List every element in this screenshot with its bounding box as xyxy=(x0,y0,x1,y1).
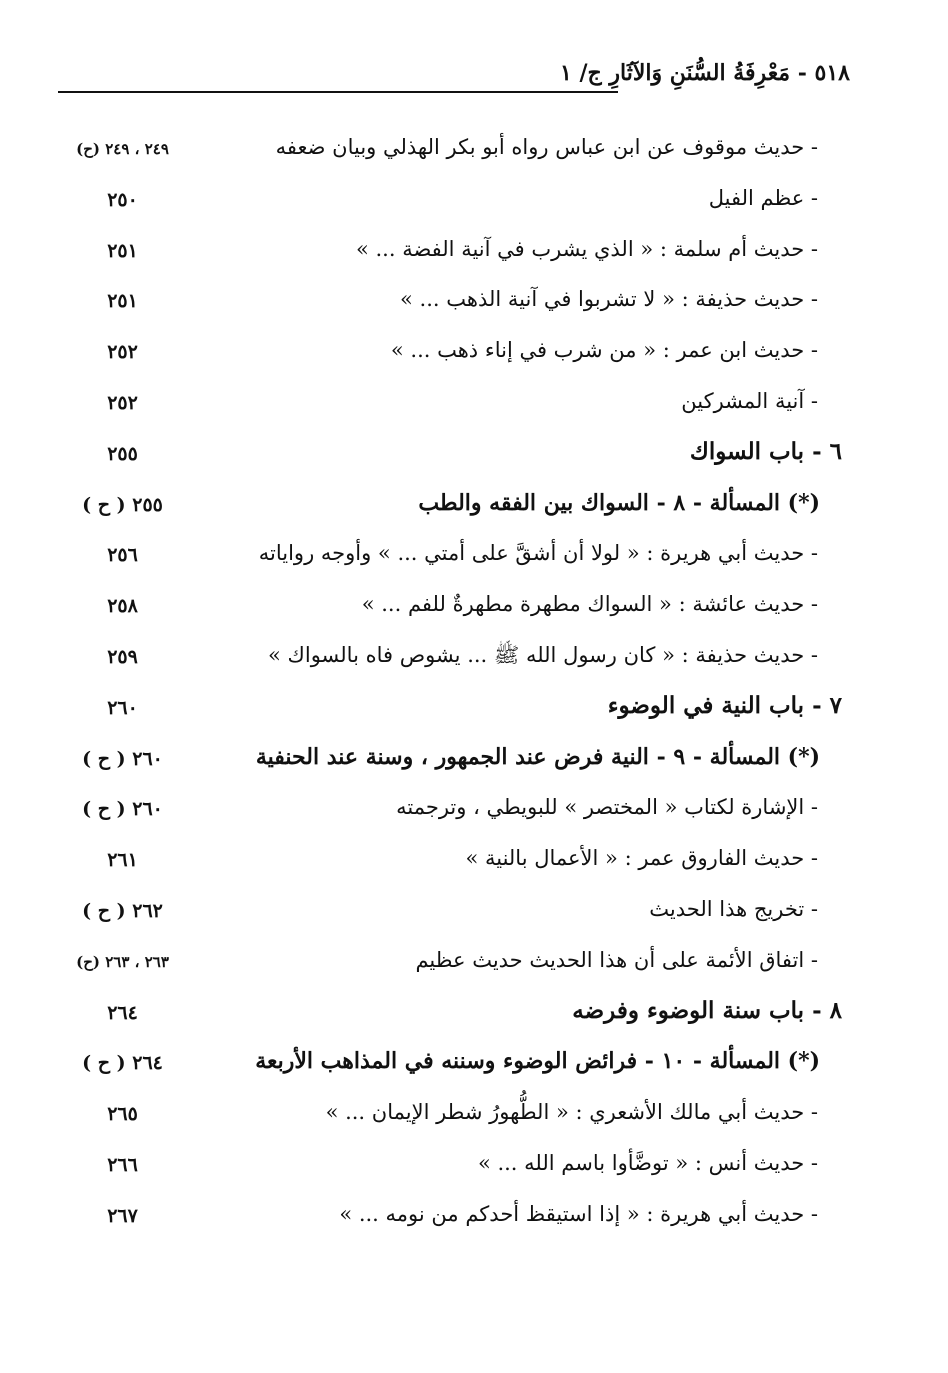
issue-heading: (*) المسألة - ١٠ - فرائض الوضوء وسننه في المذاهب الأربعة xyxy=(255,1048,820,1075)
page-number: ٢٦٢ ( ح ) xyxy=(82,900,163,922)
page-number: ٢٥١ xyxy=(107,239,138,262)
page-number: ٢٥٨ xyxy=(107,595,138,618)
page-number: ٢٥٢ xyxy=(107,341,138,364)
toc-row xyxy=(50,589,850,635)
toc-entry: - حديث أم سلمة : « الذي يشرب في آنية الفضة ... » xyxy=(355,236,818,261)
toc-entry: - الإشارة لكتاب « المختصر » للبويطي ، وترجمته xyxy=(396,795,818,820)
toc-row xyxy=(50,894,850,940)
page-number: ٢٥٦ xyxy=(107,544,138,567)
page-number: ٢٥٢ xyxy=(107,392,138,414)
page-number: ٢٥٥ ( ح ) xyxy=(82,493,163,516)
toc-row xyxy=(50,1046,850,1092)
page-header-title: ٥١٨ - مَعْرِفَةُ السُّنَنِ وَالآثَارِ ج/ ١ xyxy=(559,60,850,86)
issue-heading: (*) المسألة - ٨ - السواك بين الفقه والطب xyxy=(418,489,820,516)
page-number: ٢٦٤ ( ح ) xyxy=(82,1052,163,1075)
toc-row xyxy=(50,742,850,788)
page-number: ٢٦٤ xyxy=(107,1001,138,1024)
chapter-heading: ٧ - باب النية في الوضوء xyxy=(607,691,842,719)
toc-entry: - حديث موقوف عن ابن عباس رواه أبو بكر الهذلي وبيان ضعفه xyxy=(275,135,818,159)
page-number: ٢٥٩ xyxy=(107,646,138,668)
issue-heading: (*) المسألة - ٩ - النية فرض عند الجمهور ، وسنة عند الحنفية xyxy=(255,743,820,770)
toc-row xyxy=(50,640,850,686)
page-number: ٢٦٠ ( ح ) xyxy=(82,747,163,770)
toc-row xyxy=(50,335,850,381)
page-number: ٢٦٧ xyxy=(107,1204,138,1227)
page-number: ٢٦٦ xyxy=(107,1154,138,1176)
toc-row xyxy=(50,945,850,991)
page-number: ٢٦٠ ( ح ) xyxy=(82,798,163,821)
toc-entry: - حديث أبي مالك الأشعري : « الطُّهورُ شطر الإيمان ... » xyxy=(325,1100,818,1125)
page-number: ٢٥٠ xyxy=(107,188,138,211)
toc-entry: - حديث حذيفة : « كان رسول الله ﷺ ... يشوص فاه بالسواك » xyxy=(268,643,818,667)
toc-row xyxy=(50,234,850,280)
toc-row xyxy=(50,1199,850,1245)
toc-row xyxy=(50,1097,850,1143)
page-number: ٢٦٠ xyxy=(107,696,138,719)
toc-entry: - آنية المشركين xyxy=(681,389,818,413)
toc-entry: - حديث ابن عمر : « من شرب في إناء ذهب ... » xyxy=(390,338,818,363)
toc-entry: - تخريج هذا الحديث xyxy=(649,897,818,921)
toc-row xyxy=(50,691,850,737)
page-number: ٢٥٥ xyxy=(107,442,138,465)
header-rule xyxy=(58,91,618,93)
toc-row xyxy=(50,996,850,1042)
chapter-heading: ٨ - باب سنة الوضوء وفرضه xyxy=(572,996,842,1024)
chapter-heading: ٦ - باب السواك xyxy=(689,437,842,465)
toc-entry: - حديث أنس : « توضَّأوا باسم الله ... » xyxy=(477,1151,818,1175)
page-number: ٢٥١ xyxy=(107,290,138,313)
page-number: ٢٦١ xyxy=(107,849,138,872)
toc-row xyxy=(50,132,850,178)
toc-row xyxy=(50,284,850,330)
page-number: ٢٦٣ ، ٢٦٣ (ح) xyxy=(76,952,169,971)
toc-entry: - حديث عائشة : « السواك مطهرة مطهرةٌ للفم ... » xyxy=(361,592,818,617)
toc-entry: - حديث حذيفة : « لا تشربوا في آنية الذهب ... » xyxy=(400,287,818,312)
running-header xyxy=(58,58,850,98)
toc-row xyxy=(50,183,850,229)
toc-row xyxy=(50,386,850,432)
toc-entry: - حديث الفاروق عمر : « الأعمال بالنية » xyxy=(465,846,818,871)
toc-row xyxy=(50,1148,850,1194)
toc-entry: - حديث أبي هريرة : « إذا استيقظ أحدكم من نومه ... » xyxy=(339,1201,818,1226)
page-number: ٢٦٥ xyxy=(107,1103,138,1126)
toc-row xyxy=(50,488,850,534)
toc-entry: - اتفاق الأئمة على أن هذا الحديث حديث عظيم xyxy=(415,947,818,972)
toc-row xyxy=(50,843,850,889)
page-number: ٢٤٩ ، ٢٤٩ (ح) xyxy=(76,140,169,158)
toc-row xyxy=(50,437,850,483)
toc-row xyxy=(50,538,850,584)
toc-row xyxy=(50,792,850,838)
toc-entry: - عظم الفيل xyxy=(708,185,818,210)
toc-entry: - حديث أبي هريرة : « لولا أن أشقَّ على أمتي ... » وأوجه رواياته xyxy=(258,541,818,566)
